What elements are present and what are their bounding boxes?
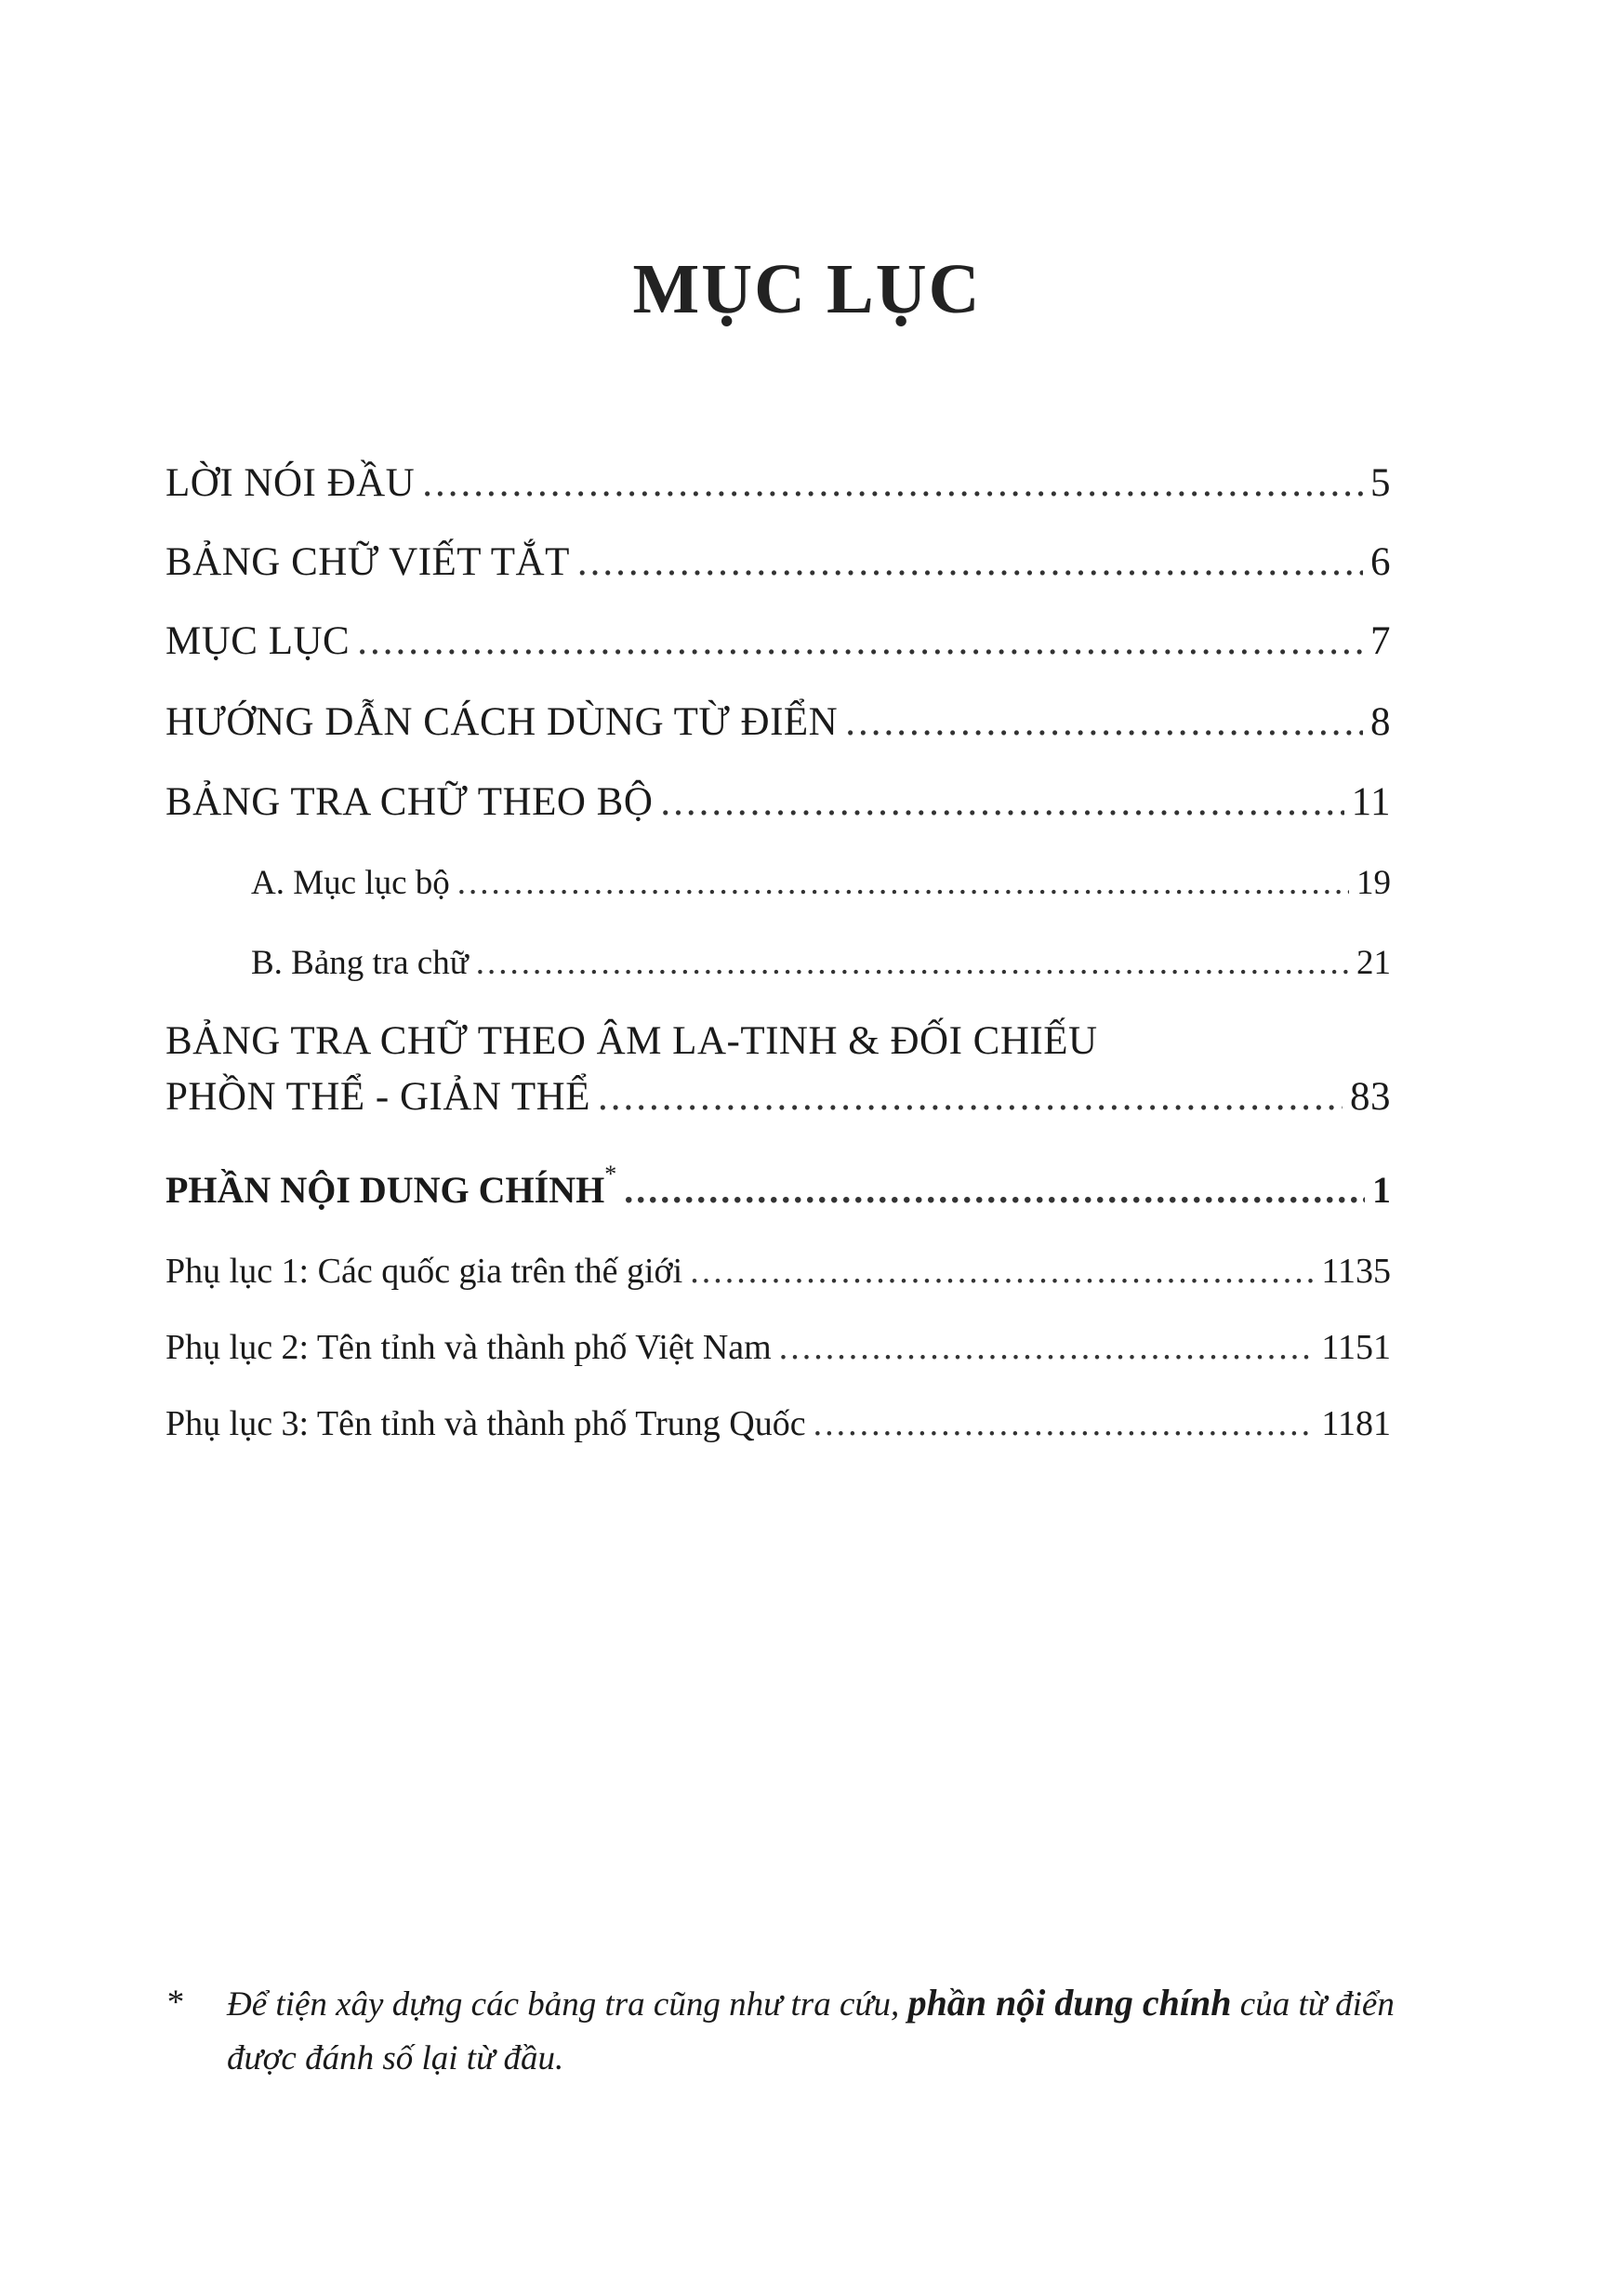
toc-entry-huong-dan[interactable] [165, 699, 1391, 745]
toc-page-number: 1 [1372, 1169, 1391, 1211]
footnote-marker-ref: * [604, 1161, 617, 1188]
footnote [165, 1976, 1449, 2086]
toc-entry-label: Phụ lục 3: Tên tỉnh và thành phố Trung Quốc [165, 1404, 806, 1443]
toc-entry-label: Phụ lục 1: Các quốc gia trên thế giới [165, 1252, 683, 1291]
footnote-marker: * [165, 1984, 183, 2022]
footnote-text-bold: phần nội dung chính [907, 1982, 1232, 2024]
toc-entry-label: Phụ lục 2: Tên tỉnh và thành phố Việt Nam [165, 1328, 772, 1367]
toc-entry-phan-noi-dung-chinh[interactable] [165, 1161, 1391, 1212]
dot-leader [357, 618, 1363, 664]
toc-subentry-bang-tra-chu[interactable] [251, 943, 1391, 983]
toc-page-number: 1151 [1321, 1328, 1391, 1367]
dot-leader [422, 460, 1363, 506]
toc-entry-muc-luc[interactable] [165, 618, 1391, 664]
toc-entry-label: BẢNG TRA CHỮ THEO BỘ [165, 780, 654, 824]
footnote-text-after: của từ điển được đánh số lại từ đầu. [227, 1985, 1395, 2077]
toc-page-number: 6 [1370, 540, 1391, 584]
toc-entry-label: PHỒN THỂ - GIẢN THỂ [165, 1075, 590, 1119]
footnote-text [227, 1976, 1449, 2086]
dot-leader [779, 1327, 1315, 1368]
toc-entry-label: HƯỚNG DẪN CÁCH DÙNG TỪ ĐIỂN [165, 700, 839, 744]
toc-entry-phu-luc-2[interactable] [165, 1327, 1391, 1368]
toc-subentry-muc-luc-bo[interactable] [251, 863, 1391, 903]
toc-entry-label: A. Mục lục bộ [251, 864, 450, 902]
footnote-text-before: Để tiện xây dựng các bảng tra cũng như tra cứu, [227, 1985, 908, 2024]
toc-page-number: 8 [1370, 700, 1391, 744]
toc-entry-label: B. Bảng tra chữ [251, 944, 469, 982]
toc-entry-bang-tra-chu-theo-bo[interactable] [165, 779, 1391, 825]
dot-leader [624, 1168, 1365, 1212]
toc-page-number: 1135 [1321, 1252, 1391, 1291]
toc-page-number: 19 [1356, 864, 1391, 902]
dot-leader [690, 1251, 1314, 1292]
toc-entry-am-la-tinh-line1[interactable]: BẢNG TRA CHỮ THEO ÂM LA-TINH & ĐỐI CHIẾU [165, 1019, 1098, 1063]
toc-page-number: 21 [1356, 944, 1391, 982]
toc-entry-bang-chu-viet-tat[interactable] [165, 539, 1391, 585]
toc-entry-label: MỤC LỤC [165, 619, 351, 663]
dot-leader [476, 943, 1349, 983]
toc-entry-am-la-tinh[interactable] [165, 1074, 1391, 1120]
toc-entry-label-text: PHẦN NỘI DUNG CHÍNH [165, 1169, 605, 1211]
toc-page-number: 83 [1350, 1075, 1391, 1119]
toc-page-number: 7 [1370, 619, 1391, 663]
toc-entry-label: BẢNG CHỮ VIẾT TẮT [165, 540, 570, 584]
page-title: MỤC LỤC [632, 250, 982, 328]
dot-leader [577, 539, 1363, 585]
dot-leader [814, 1403, 1315, 1444]
toc-page-number: 1181 [1321, 1404, 1391, 1443]
toc-entry-label [165, 1161, 616, 1212]
dot-leader [457, 863, 1349, 903]
dot-leader [660, 779, 1343, 825]
dot-leader [598, 1074, 1343, 1120]
toc-page-number: 11 [1351, 780, 1391, 824]
dot-leader [845, 699, 1363, 745]
toc-page-number: 5 [1370, 461, 1391, 505]
toc-entry-phu-luc-1[interactable] [165, 1251, 1391, 1292]
toc-entry-label: LỜI NÓI ĐẦU [165, 461, 416, 505]
toc-entry-loi-noi-dau[interactable] [165, 460, 1391, 506]
toc-entry-phu-luc-3[interactable] [165, 1403, 1391, 1444]
